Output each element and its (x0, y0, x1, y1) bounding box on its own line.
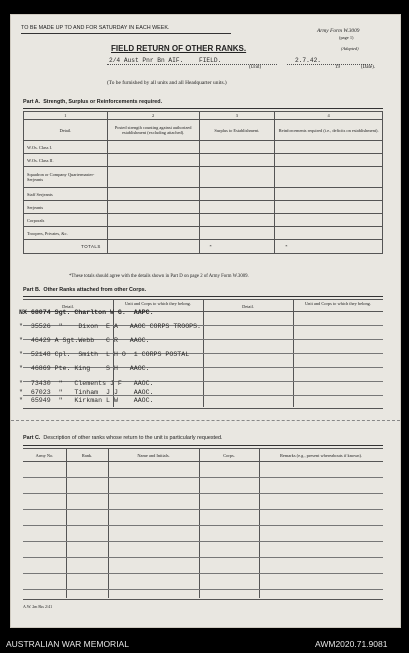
field-typed: FIELD. (199, 57, 222, 64)
top-note: TO BE MADE UP TO AND FOR SATURDAY IN EACH WEEK. (21, 25, 170, 31)
print-code: A.W. 2m 8ks 2/41 (23, 604, 53, 609)
row-serjeants: Serjeants (24, 201, 108, 214)
form-title: FIELD RETURN OF OTHER RANKS. (111, 44, 247, 53)
attached-entry: " 65949 " Kirkman L W AAOC. (19, 397, 154, 404)
unit-label: (Unit) (249, 65, 262, 70)
part-c-table (23, 448, 383, 600)
attached-entry: " 67023 " Tinham J J AAOC. (19, 389, 154, 396)
attached-entry: " 46869 Pte. King S H AAOC. (19, 365, 150, 372)
row-staff-serjeants: Staff Serjeants (24, 188, 108, 201)
adapted-note: (Adapted) (341, 46, 359, 51)
row-corporals: Corporals (24, 214, 108, 227)
row-wo-class-1: W.Os. Class I. (24, 141, 108, 154)
attached-entry: " 52148 Cpl. Smith L H O 1 CORPS POSTAL (19, 351, 190, 358)
part-b-heading: Part B. Other Ranks attached from other Corps. (23, 287, 147, 293)
footer-left: AUSTRALIAN WAR MEMORIAL (6, 639, 129, 649)
date-typed: 2.7.42. (295, 57, 321, 64)
year-label: 19 (335, 65, 340, 70)
attached-entry: " 35526 " Dixon E A AAOC CORPS TROOPS. (19, 323, 202, 330)
unit-typed: 2/4 Aust Pnr Bn AIF. (109, 57, 184, 64)
part-a-table: 1 2 3 4 Detail. Posted strength counting against authorized establishment (excluding attached). Surplus to Establishment. Reinforcements required (i.e., deficits on establishment). W.Os. Class I. W.Os. Class II. Squadron or Company Quartermaster-Serjeants Staff Serjeants Serjeants Corporals Troopers, Privates, &c. TOTALS * * (23, 111, 383, 254)
form-number: Army Form W.3009 (317, 28, 360, 34)
totals-label: TOTALS (24, 240, 108, 254)
form-sheet: TO BE MADE UP TO AND FOR SATURDAY IN EACH WEEK. Army Form W.3009 (page 1) (Adapted) FIELD RETURN OF OTHER RANKS. 2/4 Aust Pnr Bn AIF. FIELD. 2.7.42. (Unit) 19 (Date). (To be furnished by all units and all Headquarter units.) Part A. Strength, Surplus or Reinforcements required. 1 2 3 4 Detail. Posted strength counting against authorized establishment (excluding attached). Surplus to Establishment. Reinforcements required (i.e., deficits on establishment). W.Os. Class I. W.Os. Class II. Squadron or Company Quartermaster-Serjeants Staff Serjeants Serjeants Corporals Troopers, Privates, &c. TOTALS * * *These totals should agree with the details shown in Part D on page 2 of Army Form W.3009. Part B. Other Ranks attached from other Corps. Detail. Unit and Corps to which they belong. Detail. Unit and Corps to which they belong. NX 68074 Sgt. Charlton W G. AAPC. " 35526 " Dixon E A AAOC CORPS TROOPS. " 46429 A Sgt.Webb C R AAOC. " 52148 Cpl. Smith L H O 1 CORPS POSTAL " 46869 Pte. King S H AAOC. " 73430 " Clements J F AAOC. " 67023 " Tinham J J AAOC. " 65949 " Kirkman L W AAOC. Part C. Description of other ranks whose return to the unit is particularly requested. Army No. Rank. Name and Initials. Corps. Remarks (e.g., present whereabouts if known). A.W. 2m 8ks 2/41 (10, 14, 401, 628)
furnished-note: (To be furnished by all units and all Headquarter units.) (107, 80, 227, 86)
footer (0, 636, 409, 653)
totals-note: *These totals should agree with the details shown in Part D on page 2 of Army Form W.3009. (69, 274, 249, 279)
attached-entry: " 46429 A Sgt.Webb C R AAOC. (19, 337, 150, 344)
row-wo-class-2: W.Os. Class II. (24, 154, 108, 167)
part-a-heading: Part A. Strength, Surplus or Reinforcements required. (23, 99, 163, 105)
attached-entry: NX 68074 Sgt. Charlton W G. AAPC. (19, 309, 154, 316)
part-c-heading: Part C. Description of other ranks whose return to the unit is particularly requested. (23, 435, 223, 441)
date-label: (Date). (361, 65, 376, 70)
row-cqms: Squadron or Company Quartermaster-Serjeants (24, 167, 108, 188)
footer-right: AWM2020.71.9081 (315, 639, 388, 649)
attached-entry: " 73430 " Clements J F AAOC. (19, 380, 154, 387)
page-number: (page 1) (339, 35, 354, 40)
attached-entries (19, 306, 201, 405)
row-troopers: Troopers, Privates, &c. (24, 227, 108, 240)
